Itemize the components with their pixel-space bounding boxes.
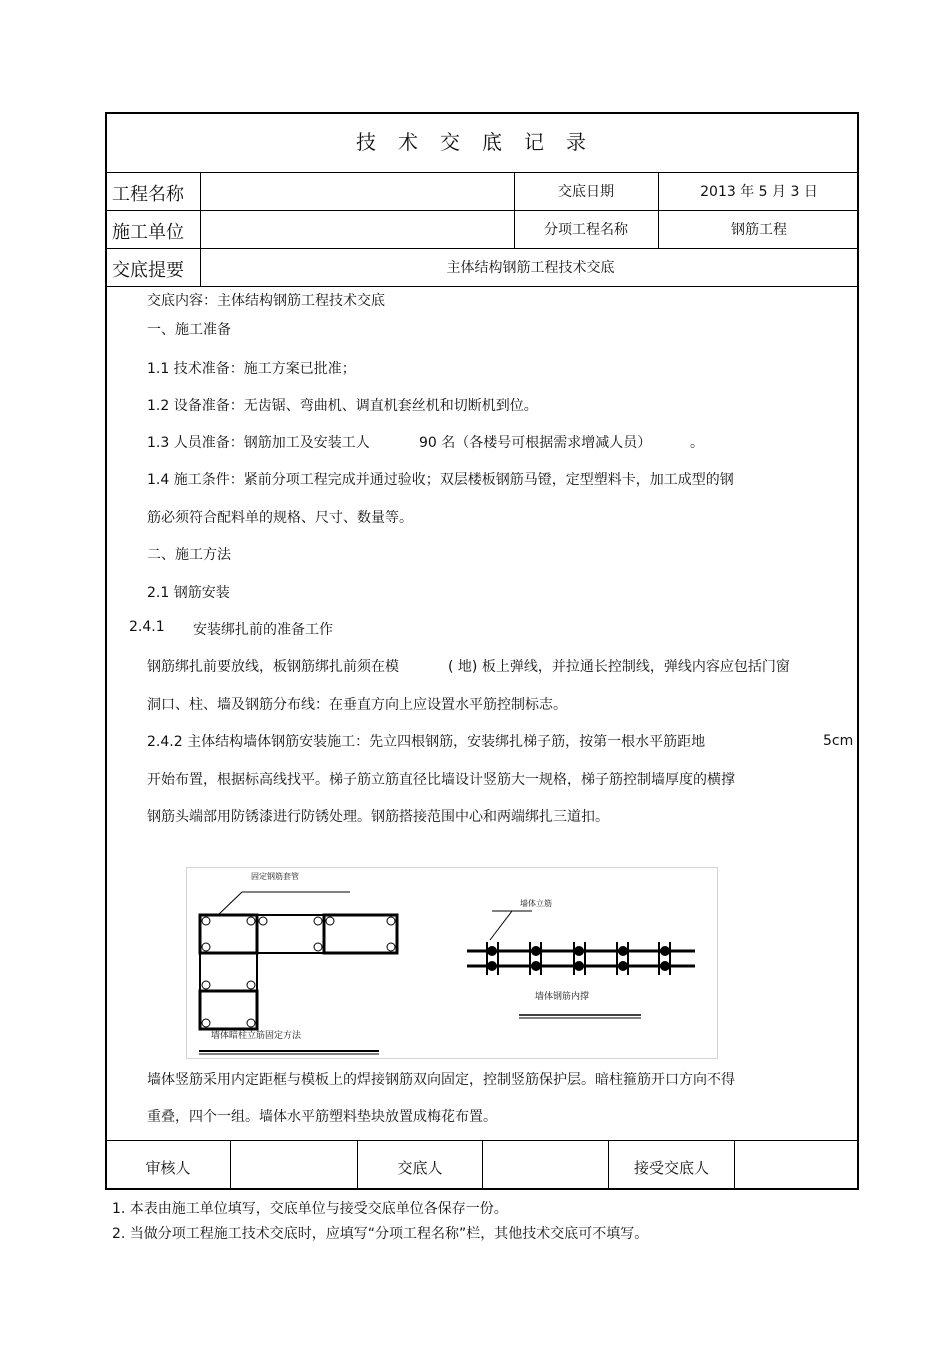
tie-marks <box>487 942 670 975</box>
content-line-13b: 5cm <box>823 733 854 749</box>
sleeve-circle <box>202 917 210 925</box>
sleeve-circle <box>202 943 210 951</box>
tie-knot <box>619 947 627 955</box>
rule-row-1 <box>105 210 859 211</box>
content-line-11b: ( 地) 板上弹线，并拉通长控制线，弹线内容应包括门窗 <box>448 659 790 675</box>
content-line-17: 重叠，四个一组。墙体水平筋塑料垫块放置成梅花布置。 <box>147 1109 497 1125</box>
content-line-7: 筋必须符合配料单的规格、尺寸、数量等。 <box>147 510 413 526</box>
hidden-column-diagram <box>199 892 397 1054</box>
tie-knot <box>488 962 496 970</box>
sleeve-circle <box>202 981 210 989</box>
content-line-5c: 。 <box>690 435 704 451</box>
content-line-13a: 2.4.2 主体结构墙体钢筋安装施工：先立四根钢筋，安装绑扎梯子筋，按第一根水平筋距地 <box>147 734 706 750</box>
rule-row-3 <box>105 286 859 287</box>
content-line-12: 洞口、柱、墙及钢筋分布线：在垂直方向上应设置水平筋控制标志。 <box>147 697 567 713</box>
stirrup-box-3 <box>324 915 397 953</box>
content-line-11a: 钢筋绑扎前要放线，板钢筋绑扎前须在模 <box>147 659 399 675</box>
stirrup-box-1 <box>200 915 257 953</box>
sleeve-circle <box>387 917 395 925</box>
tie-knot <box>532 962 540 970</box>
tie-knot <box>575 947 583 955</box>
summary-label: 交底提要 <box>112 260 184 281</box>
document-title: 技术交底记录 <box>356 130 608 154</box>
fig-left-caption: 墙体暗柱立筋固定方法 <box>211 1031 302 1041</box>
footnote-2: 2. 当做分项工程施工技术交底时，应填写“分项工程名称”栏，其他技术交底可不填写。 <box>112 1226 649 1242</box>
tie-knot <box>661 962 669 970</box>
tie-knot <box>619 962 627 970</box>
sleeve-leader-diag <box>217 892 242 916</box>
rule-sig-1 <box>230 1140 231 1190</box>
content-line-3: 1.1 技术准备：施工方案已批准； <box>147 361 356 377</box>
vertical-bar-leader-diag <box>490 911 512 940</box>
subproject-value: 钢筋工程 <box>731 222 787 238</box>
rebar-figure <box>186 867 718 1059</box>
sleeve-circle <box>387 943 395 951</box>
content-line-4: 1.2 设备准备：无齿锯、弯曲机、调直机套丝机和切断机到位。 <box>147 398 538 414</box>
subproject-label: 分项工程名称 <box>544 222 628 238</box>
reviewer-label: 审核人 <box>145 1159 191 1177</box>
sleeve-circle <box>247 1019 255 1027</box>
date-value: 2013 年 5 月 3 日 <box>700 184 818 200</box>
tie-knot <box>532 947 540 955</box>
tie-knot <box>575 962 583 970</box>
fig-right-caption: 墙体钢筋内撑 <box>535 992 590 1002</box>
content-line-8: 二、施工方法 <box>147 547 231 563</box>
sleeve-circle <box>314 943 322 951</box>
sleeve-circle <box>202 1019 210 1027</box>
content-line-16: 墙体竖筋采用内定距框与模板上的焊接钢筋双向固定，控制竖筋保护层。暗柱箍筋开口方向不得 <box>147 1072 735 1088</box>
stirrup-box-4 <box>200 953 257 991</box>
content-line-10b: 安装绑扎前的准备工作 <box>193 622 333 638</box>
sleeve-circle <box>314 917 322 925</box>
stirrup-box-5 <box>200 991 257 1029</box>
rule-sig-5 <box>734 1140 735 1190</box>
rule-sig-3 <box>482 1140 483 1190</box>
rule-below-title <box>105 172 859 173</box>
sleeve-circle <box>247 981 255 989</box>
content-line-6: 1.4 施工条件：紧前分项工程完成并通过验收；双层楼板钢筋马镫，定型塑料卡，加工成型的钢 <box>147 472 734 488</box>
tie-knot <box>661 947 669 955</box>
rebar-diagram <box>187 868 717 1058</box>
sleeve-circle <box>326 917 334 925</box>
sleeve-circle <box>259 917 267 925</box>
tie-knot <box>488 947 496 955</box>
content-line-5b: 90 名（各楼号可根据需求增减人员） <box>419 435 652 451</box>
content-line-1: 交底内容：主体结构钢筋工程技术交底 <box>147 293 385 309</box>
sleeve-circle <box>247 917 255 925</box>
unit-label: 施工单位 <box>112 222 184 243</box>
presenter-label: 交底人 <box>397 1159 443 1177</box>
content-line-14: 开始布置，根据标高线找平。梯子筋立筋直径比墙设计竖筋大一规格，梯子筋控制墙厚度的横撑 <box>147 772 735 788</box>
project-name-label: 工程名称 <box>112 184 184 205</box>
receiver-label: 接受交底人 <box>633 1159 709 1177</box>
sleeve-circles <box>202 917 395 1027</box>
summary-value: 主体结构钢筋工程技术交底 <box>446 260 615 276</box>
rule-row-2 <box>105 248 859 249</box>
content-line-15: 钢筋头端部用防锈漆进行防锈处理。钢筋搭接范围中心和两端绑扎三道扣。 <box>147 809 609 825</box>
content-line-5a: 1.3 人员准备：钢筋加工及安装工人 <box>147 435 370 451</box>
footnote-1: 1. 本表由施工单位填写，交底单位与接受交底单位各保存一份。 <box>112 1201 508 1217</box>
content-line-9: 2.1 钢筋安装 <box>147 585 230 601</box>
rule-label-col <box>200 172 201 286</box>
content-line-2: 一、施工准备 <box>147 322 231 338</box>
content-line-10a: 2.4.1 <box>129 619 165 635</box>
fig-left-top-label: 固定钢筋套管 <box>251 872 299 881</box>
date-label: 交底日期 <box>558 184 614 200</box>
fig-right-top-label: 墙体立筋 <box>520 899 552 908</box>
